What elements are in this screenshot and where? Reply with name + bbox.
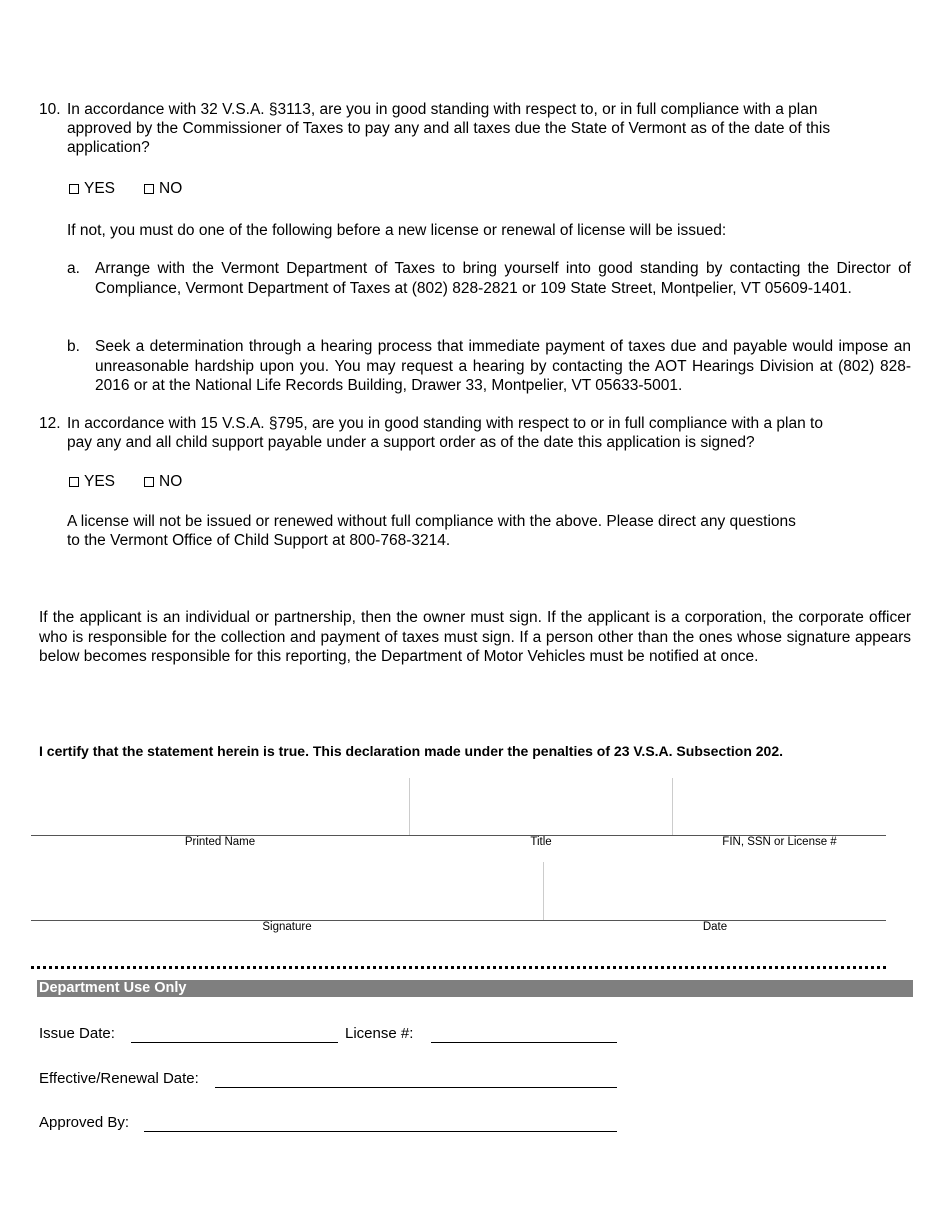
signature-label: Signature: [262, 921, 312, 933]
question-10-line-2: approved by the Commissioner of Taxes to pay any and all taxes due the State of Vermont as of the date of this: [67, 120, 831, 137]
question-12-line-1: In accordance with 15 V.S.A. §795, are you in good standing with respect to or in full compliance with a plan to: [67, 415, 823, 432]
printed-name-label: Printed Name: [184, 836, 256, 848]
q12-yes-label: YES: [84, 473, 116, 490]
issue-date-label: Issue Date:: [39, 1025, 115, 1042]
q10-option-a-letter: a.: [67, 260, 80, 277]
certification-statement: I certify that the statement herein is true. This declaration made under the penalties of 23 V.S.A. Subsection 202.: [39, 743, 784, 759]
q12-no-label: NO: [159, 473, 183, 490]
date-field[interactable]: [544, 862, 886, 920]
effective-renewal-date-label: Effective/Renewal Date:: [39, 1070, 199, 1087]
department-use-only-header: Department Use Only: [37, 980, 913, 997]
effective-renewal-date-input[interactable]: [215, 1087, 617, 1088]
question-12-line-2: pay any and all child support payable under a support order as of the date this application is signed?: [67, 434, 755, 451]
title-field[interactable]: [410, 778, 672, 835]
fin-ssn-license-label: FIN, SSN or License #: [722, 836, 837, 848]
fin-ssn-license-field[interactable]: [673, 778, 886, 835]
applicant-signature-paragraph: If the applicant is an individual or partnership, then the owner must sign. If the applicant is a corporation, the corporate officer who is responsible for the collection and payment of taxes must sign. If a person other than the ones whose signature appears below becomes responsible for this reporting, the Department of Motor Vehicles must be notified at once.: [39, 609, 911, 665]
q10-no-option[interactable]: [144, 179, 182, 198]
printed-name-field[interactable]: [31, 778, 409, 835]
issue-date-input[interactable]: [131, 1042, 338, 1043]
q12-yes-option[interactable]: [69, 472, 115, 491]
q12-no-option[interactable]: [144, 472, 182, 491]
q12-no-checkbox[interactable]: [144, 477, 154, 487]
q10-option-a-text: Arrange with the Vermont Department of Taxes to bring yourself into good standing by contacting the Director of Compliance, Vermont Department of Taxes at (802) 828-2821 or 109 State Street, Montpelier, VT 05609-1401.: [95, 260, 911, 297]
q10-no-label: NO: [159, 180, 183, 197]
q12-notice-line-1: A license will not be issued or renewed without full compliance with the above. Please direct any questions: [67, 513, 796, 530]
approved-by-input[interactable]: [144, 1131, 617, 1132]
q12-yes-checkbox[interactable]: [69, 477, 79, 487]
dotted-separator: [31, 966, 886, 969]
approved-by-label: Approved By:: [39, 1114, 130, 1131]
question-10-line-3: application?: [67, 139, 150, 156]
signature-field[interactable]: [31, 862, 543, 920]
q12-notice-line-2: to the Vermont Office of Child Support at 800-768-3214.: [67, 532, 451, 549]
q10-yes-checkbox[interactable]: [69, 184, 79, 194]
date-label: Date: [702, 921, 728, 933]
q10-yes-option[interactable]: [69, 179, 115, 198]
q10-if-not-text: If not, you must do one of the following before a new license or renewal of license will be issued:: [67, 222, 727, 239]
q10-option-b-text: Seek a determination through a hearing process that immediate payment of taxes due and payable would impose an unreasonable hardship upon you. You may request a hearing by contacting the AOT Hearings Division at (802) 828-2016 or at the National Life Records Building, Drawer 33, Montpelier, VT 05633-5001.: [95, 338, 911, 394]
license-number-label: License #:: [345, 1025, 414, 1042]
question-10-number: 10.: [39, 101, 61, 118]
license-number-input[interactable]: [431, 1042, 617, 1043]
q10-yes-label: YES: [84, 180, 116, 197]
title-label: Title: [530, 836, 552, 848]
q10-no-checkbox[interactable]: [144, 184, 154, 194]
question-10-line-1: In accordance with 32 V.S.A. §3113, are you in good standing with respect to, or in full compliance with a plan: [67, 101, 818, 118]
question-12-number: 12.: [39, 415, 61, 432]
q10-option-b-letter: b.: [67, 338, 80, 355]
